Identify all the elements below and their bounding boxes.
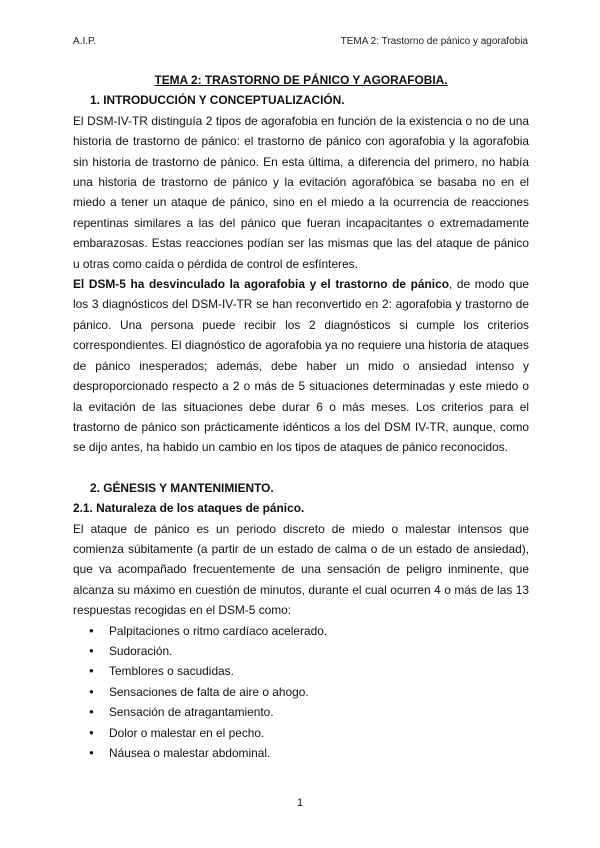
section-1-paragraph-2-rest: , de modo que los 3 diagnósticos del DSM-IV-TR se han reconvertido en 2: agorafobia y trastorno de pánico. Una persona puede recibir los 2 diagnósticos si cumple los criterios correspondientes. El diagnóstico de agorafobia ya no requiere una historia de ataques de pánico inesperados; además, debe haber un mido o ansiedad intenso y desproporcionado respecto a 2 o más de 5 situaciones determinadas y este miedo o la evitación de las situaciones debe durar 6 o más meses. Los criterios para el trastorno de pánico son prácticamente idénticos a los del DSM IV-TR, aunque, como se dijo antes, ha habido un cambio en los tipos de ataques de pánico reconocidos. — [73, 277, 529, 455]
section-2-heading: 2. GÉNESIS Y MANTENIMIENTO. — [90, 480, 274, 495]
list-item: ● Sensaciones de falta de aire o ahogo. — [73, 682, 529, 702]
section-1-paragraph-2-bold: El DSM-5 ha desvinculado la agorafobia y el trastorno de pánico — [73, 277, 449, 292]
section-1-paragraph-1: El DSM-IV-TR distinguía 2 tipos de agorafobia en función de la existencia o no de una historia de trastorno de pánico: el trastorno de pánico con agorafobia y la agorafobia sin historia de trastorno de pánico. En esta última, a diferencia del primero, no había una historia de trastorno de pánico y la evitación agorafóbica se basaba no en el miedo a tener un ataque de pánico, sino en el miedo a la ocurrencia de reacciones repentinas similares a las del pánico que fueran incapacitantes o extremadamente embarazosas. Estas reacciones podían ser las mismas que las del ataque de pánico u otras como caída o pérdida de control de esfínteres. — [73, 113, 529, 271]
page-number: 1 — [296, 797, 304, 809]
header-right: TEMA 2: Trastorno de pánico y agorafobia — [340, 36, 528, 47]
document-body — [73, 70, 529, 763]
document-title: TEMA 2: TRASTORNO DE PÁNICO Y AGORAFOBIA. — [154, 73, 448, 87]
section-2-1-heading: 2.1. Naturaleza de los ataques de pánico. — [73, 501, 305, 516]
list-item: ● Palpitaciones o ritmo cardíaco acelerado. — [73, 621, 529, 641]
section-2-1-paragraph: El ataque de pánico es un periodo discreto de miedo o malestar intensos que comienza súbitamente (a partir de un estado de calma o de un estado de ansiedad), que va acompañado frecuentemente de una sensación de peligro inminente, que alcanza su máximo en cuestión de minutos, durante el cual ocurren 4 o más de las 13 respuestas recogidas en el DSM-5 como: — [73, 521, 529, 618]
list-item: ● Temblores o sacudidas. — [73, 661, 529, 681]
header-left: A.I.P. — [73, 36, 97, 47]
list-item: ● Sudoración. — [73, 641, 529, 661]
section-1-paragraph-2 — [73, 274, 529, 458]
list-item: ● Dolor o malestar en el pecho. — [73, 723, 529, 743]
symptom-list — [73, 621, 529, 764]
list-item: ● Sensación de atragantamiento. — [73, 702, 529, 722]
section-1-heading: 1. INTRODUCCIÓN Y CONCEPTUALIZACIÓN. — [90, 93, 345, 108]
list-item: ● Náusea o malestar abdominal. — [73, 743, 529, 763]
